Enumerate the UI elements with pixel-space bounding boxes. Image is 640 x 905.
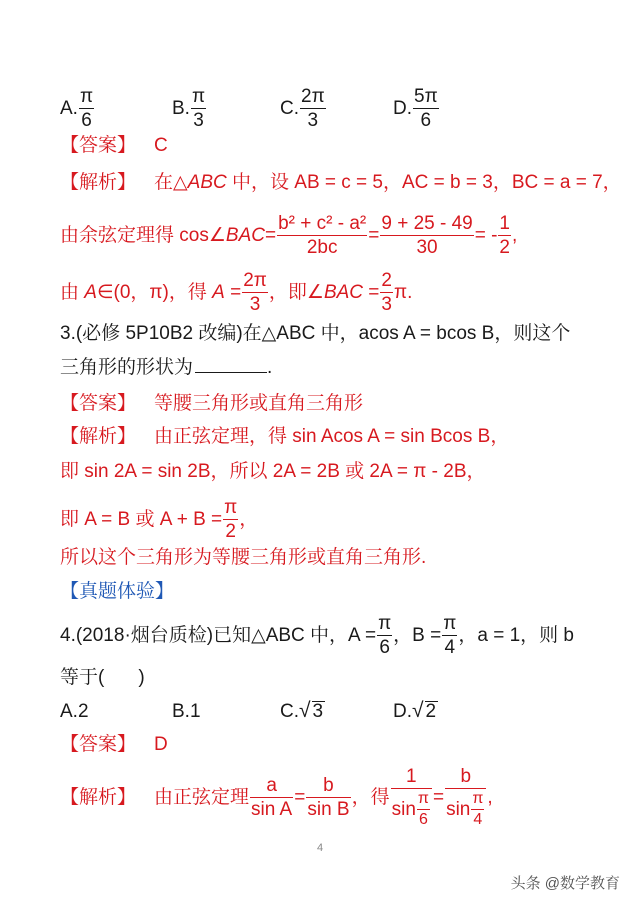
answer-blank: [195, 371, 267, 373]
option-d: D. $\frac{5\pi}{6}$: [393, 86, 438, 131]
q4-line1: 4.(2018·烟台质检)已知△ABC 中，A = $\frac{\pi}{6}$ ，B = $\frac{\pi}{4}$ ，a = 1，则 b: [60, 613, 574, 658]
q4-exp-line1: 【解析】 由正弦定理 $\frac{a}{\text{sin A}}$ = $\frac{b}{\text{sin B}}$ ，得 1 sin $\frac{\pi}{6}$ = b sin $\frac{\pi}{4}$ ,: [60, 766, 493, 828]
explanation-tag: 【解析】: [60, 426, 137, 447]
q3-exp-line3: 即 A = B 或 A + B = $\frac{\pi}{2}$ ，: [60, 497, 259, 542]
q2-exp-line2: 由余弦定理得 cos∠BAC= $\frac{\text{b² + c² - a²}}{2bc}$ = $\frac{9 + 25 - 49}{30}$ = - $\frac{1}{2}$ ,: [60, 213, 518, 258]
real-exam-tag: 【真题体验】: [60, 581, 175, 602]
q3-exp-line4: 所以这个三角形为等腰三角形或直角三角形.: [60, 547, 427, 568]
q4-answer: D: [154, 734, 168, 755]
q2-answer-line: [60, 136, 168, 155]
q4-option-d: D.√ 2: [393, 699, 437, 722]
q2-exp-line1: 【解析】 在△ABC 中，设 AB = c = 5，AC = b = 3，BC = a = 7，: [60, 172, 622, 193]
q3-line1: 3.(必修 5P10B2 改编)在△ABC 中，acos A = bcos B，则这个: [60, 323, 571, 344]
q2-answer: C: [154, 135, 168, 156]
answer-tag: 【答案】: [60, 734, 137, 755]
q3-exp-line1: 【解析】 由正弦定理，得 sin Acos A = sin Bcos B，: [60, 426, 510, 447]
q3-exp-line2: 即 sin 2A = sin 2B，所以 2A = 2B 或 2A = π - 2B，: [60, 461, 486, 482]
q3-answer: 等腰三角形或直角三角形: [154, 393, 364, 414]
answer-tag: 【答案】: [60, 393, 137, 414]
watermark: 头条 @数学教育: [510, 875, 620, 892]
q4-option-a: A.2: [60, 701, 89, 722]
option-b: B. $\frac{\pi}{3}$: [172, 86, 206, 131]
q4-answer-line: [60, 735, 168, 754]
option-a: A. $\frac{\pi}{6}$: [60, 86, 94, 131]
page-number: 4: [316, 842, 324, 854]
answer-tag: 【答案】: [60, 135, 137, 156]
q3-line2: 三角形的形状为 .: [60, 357, 273, 378]
explanation-tag: 【解析】: [60, 786, 137, 808]
q3-answer-line: [60, 394, 363, 413]
q4-option-c: C.√ 3: [280, 699, 324, 722]
explanation-tag: 【解析】: [60, 172, 137, 193]
q4-option-b: B.1: [172, 701, 201, 722]
option-c: C. $\frac{2\pi}{3}$: [280, 86, 325, 131]
q2-exp-line3: 由 A∈(0，π)，得 A = $\frac{2\pi}{3}$ ，即∠BAC = $\frac{2}{3}$ π.: [60, 270, 413, 315]
q4-line2: 等于( ): [60, 667, 145, 688]
